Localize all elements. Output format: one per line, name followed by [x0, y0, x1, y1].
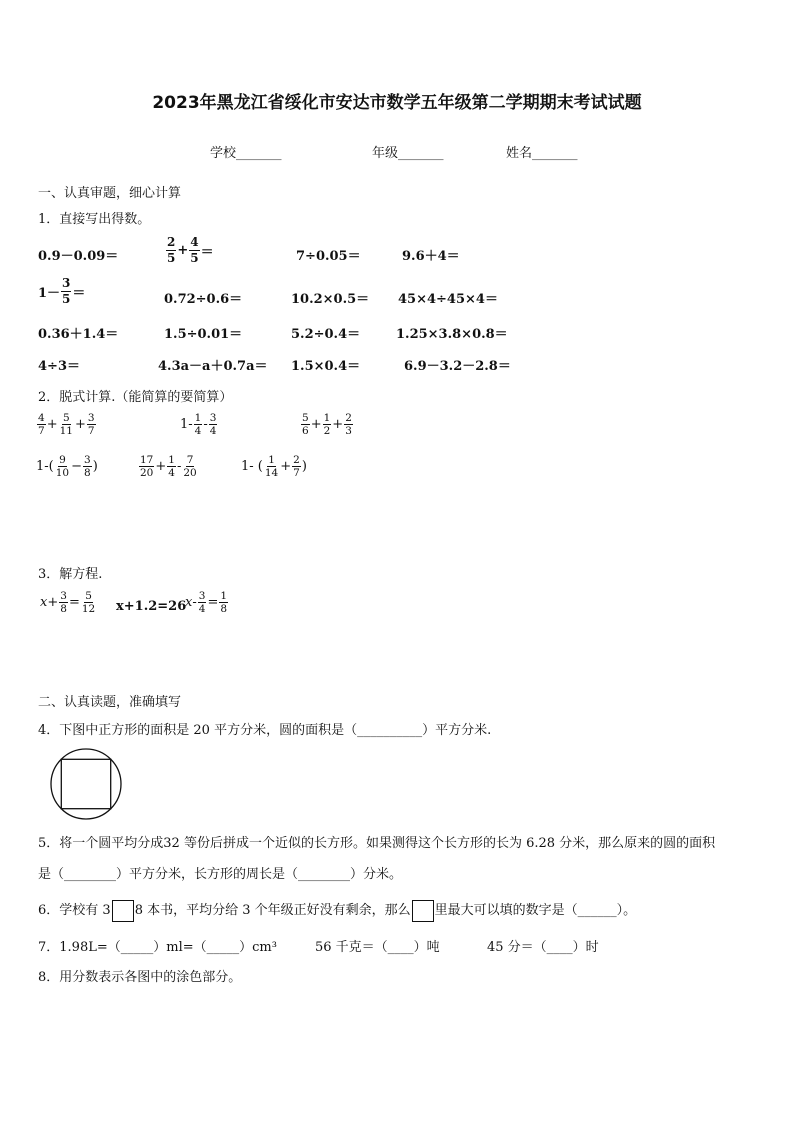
prefix: 1- ( [241, 459, 263, 474]
q3-equation-3 [185, 590, 229, 615]
op: + [310, 417, 322, 432]
q6-part-b: 8 本书，平均分给 3 个年级正好没有剩余，那么 [134, 903, 411, 918]
op: + [74, 417, 86, 432]
frac-num: 3 [209, 412, 217, 424]
frac-den: 4 [209, 425, 217, 437]
frac-num: 1 [268, 454, 275, 466]
frac-num: 5 [62, 412, 70, 424]
frac-den: 14 [264, 467, 279, 479]
q6-part-a: 6．学校有 3 [38, 903, 111, 918]
q1-r1-c: 7÷0.05＝ [296, 249, 361, 264]
frac-den: 2 [323, 425, 331, 437]
eq: ＝ [72, 286, 86, 301]
q2-expr-2 [180, 412, 218, 437]
frac-den: 5 [62, 292, 71, 306]
op: + [280, 459, 292, 474]
q2-expr-1 [36, 412, 97, 437]
frac-den: 10 [55, 467, 70, 479]
op: - [203, 417, 208, 432]
frac-num: 2 [167, 235, 176, 249]
eq: = [68, 595, 80, 610]
blank-digit-box-ref [412, 900, 434, 922]
var-x: x [185, 595, 193, 610]
q1-r2-a [38, 276, 85, 307]
frac-den: 7 [38, 425, 45, 437]
frac-num: 3 [60, 590, 67, 602]
frac-den: 8 [220, 603, 228, 615]
square-shape [61, 759, 110, 808]
frac-den: 5 [167, 251, 176, 265]
frac-num: 3 [62, 276, 71, 290]
op: + [46, 417, 58, 432]
op: + [177, 243, 189, 258]
school-field[interactable]: 学校_______ [210, 146, 282, 161]
frac-den: 3 [345, 425, 352, 437]
q2-expr-4 [36, 454, 98, 479]
q1-title: 1．直接写出得数。 [38, 212, 151, 227]
q5-line2: 是（________）平方分米，长方形的周长是（________）分米。 [38, 867, 403, 882]
name-field[interactable]: 姓名_______ [506, 146, 578, 161]
q1-r4-d: 6.9－3.2－2.8＝ [404, 359, 511, 374]
q1-r4-c: 1.5×0.4＝ [291, 359, 361, 374]
q1-r2-d: 45×4÷45×4＝ [398, 292, 498, 307]
frac-num: 2 [293, 454, 300, 466]
frac-num: 3 [198, 590, 206, 602]
q4-text: 4．下图中正方形的面积是 20 平方分米，圆的面积是（__________）平方分米. [38, 723, 492, 738]
frac-den: 12 [81, 603, 96, 615]
frac-den: 4 [168, 467, 175, 479]
q1-r3-d: 1.25×3.8×0.8＝ [396, 327, 508, 342]
frac-num: 1 [168, 454, 175, 466]
frac-num: 3 [87, 412, 95, 424]
q1-r3-b: 1.5÷0.01＝ [164, 327, 243, 342]
square-in-circle-figure [46, 744, 126, 824]
frac-den: 11 [59, 425, 73, 437]
frac-num: 7 [186, 454, 194, 466]
frac-num: 4 [190, 235, 199, 249]
q7-part-a: 7．1.98L=（_____）ml=（_____）cm³ [38, 940, 277, 955]
q1-r1-a: 0.9－0.09＝ [38, 249, 119, 264]
q2-expr-5 [138, 454, 199, 479]
grade-field[interactable]: 年级_______ [372, 146, 444, 161]
section2-heading: 二、认真读题，准确填写 [38, 695, 182, 710]
op: + [47, 595, 59, 610]
frac-num: 2 [345, 412, 352, 424]
frac-num: 1 [194, 412, 202, 424]
q7-part-b: 56 千克＝（____）吨 [315, 940, 440, 955]
q3-equation-2: x+1.2=26 [116, 599, 187, 614]
prefix: 1- [180, 417, 193, 432]
frac-num: 1 [220, 590, 228, 602]
op: + [332, 417, 344, 432]
frac-den: 8 [60, 603, 67, 615]
q2-expr-6 [241, 454, 307, 479]
q1-r1-b [165, 235, 214, 266]
blank-digit-box[interactable] [112, 900, 134, 922]
frac-den: 4 [198, 603, 206, 615]
frac-den: 6 [302, 425, 309, 437]
q1-r2-c: 10.2×0.5＝ [291, 292, 370, 307]
frac-num: 17 [140, 454, 154, 466]
frac-num: 5 [302, 412, 309, 424]
eq: ＝ [200, 245, 214, 260]
frac-num: 1 [323, 412, 331, 424]
q2-expr-3 [300, 412, 354, 437]
op: - [192, 595, 197, 610]
frac-num: 3 [84, 454, 91, 466]
frac-den: 20 [183, 467, 197, 479]
frac-den: 5 [190, 251, 199, 265]
q7-part-c: 45 分＝（____）时 [487, 940, 599, 955]
frac-num: 5 [85, 590, 92, 602]
frac-num: 4 [38, 412, 45, 424]
frac-den: 8 [84, 467, 91, 479]
page-title: 2023年黑龙江省绥化市安达市数学五年级第二学期期末考试试题 [152, 93, 642, 113]
frac-den: 7 [293, 467, 300, 479]
q6-text [38, 899, 636, 922]
frac-den: 4 [194, 425, 202, 437]
section1-heading: 一、认真审题，细心计算 [38, 186, 182, 201]
q2-title: 2．脱式计算.（能简算的要简算） [38, 390, 233, 405]
frac-den: 20 [140, 467, 154, 479]
q1-r1-d: 9.6＋4＝ [402, 249, 460, 264]
frac-num: 9 [59, 454, 66, 466]
q1-r3-c: 5.2÷0.4＝ [291, 327, 361, 342]
q3-title: 3．解方程. [38, 567, 103, 582]
suffix: ) [301, 459, 307, 474]
q1-r3-a: 0.36＋1.4＝ [38, 327, 119, 342]
prefix: 1-( [36, 459, 54, 474]
q8-text: 8．用分数表示各图中的涂色部分。 [38, 970, 242, 985]
q6-part-c: 里最大可以填的数字是（______）。 [434, 903, 637, 918]
q1-r4-a: 4÷3＝ [38, 359, 80, 374]
prefix: 1－ [38, 286, 61, 301]
var-x: x [40, 595, 48, 610]
q3-equation-1 [40, 590, 97, 615]
q1-r2-b: 0.72÷0.6＝ [164, 292, 243, 307]
frac-den: 7 [87, 425, 95, 437]
op: - [176, 459, 182, 474]
suffix: ) [92, 459, 98, 474]
op: − [71, 459, 83, 474]
q1-r4-b: 4.3a－a＋0.7a＝ [158, 359, 268, 374]
q5-line1: 5．将一个圆平均分成32 等份后拼成一个近似的长方形。如果测得这个长方形的长为 6.28 分米，那么原来的圆的面积 [38, 836, 716, 851]
eq: = [207, 595, 219, 610]
op: + [155, 459, 167, 474]
